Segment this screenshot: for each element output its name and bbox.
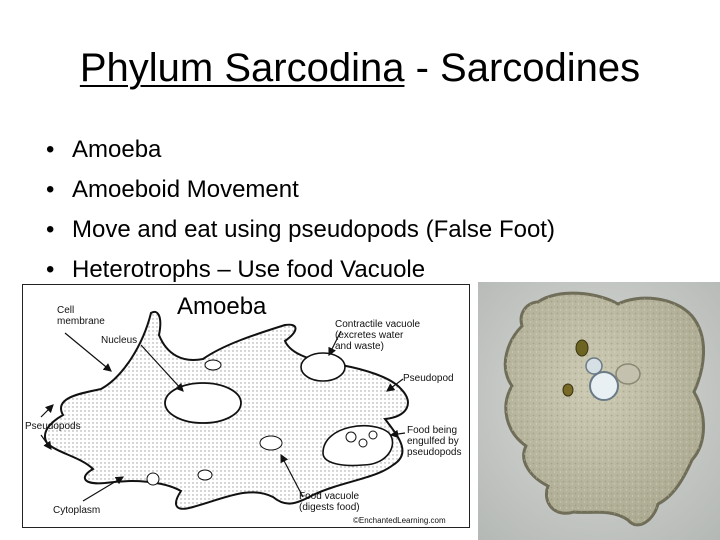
bullet-glyph: • (46, 176, 55, 203)
food-vacuole-cluster-4 (147, 473, 159, 485)
micrograph-food-particle-1 (576, 340, 588, 356)
slide-title-underlined: Phylum Sarcodina (79, 46, 405, 90)
label-food-engulfed: Food being engulfed by pseudopods (407, 425, 462, 458)
amoeba-micrograph (478, 282, 720, 540)
bullet-item (46, 210, 555, 250)
bullet-text: Amoeboid Movement (72, 176, 299, 203)
label-contractile-vacuole: Contractile vacuole (excretes water and waste) (335, 319, 421, 352)
amoeba-micrograph-image (478, 282, 720, 540)
bullet-glyph: • (46, 136, 55, 163)
micrograph-nucleus (616, 364, 640, 384)
label-cell-membrane: Cell membrane (57, 305, 105, 327)
bullet-text: Move and eat using pseudopods (False Foot) (72, 216, 555, 243)
label-pseudopods: Pseudopods (25, 421, 81, 432)
food-vacuole-cluster-2 (260, 436, 282, 450)
label-nucleus: Nucleus (101, 335, 138, 346)
amoeba-diagram (22, 284, 470, 528)
label-food-vacuole: Food vacuole (digests food) (299, 491, 360, 513)
bullet-glyph: • (46, 256, 55, 283)
slide-title-rest: - Sarcodines (404, 46, 641, 90)
micrograph-food-particle-2 (563, 384, 573, 396)
food-vacuole-cluster-1 (205, 360, 221, 370)
bullet-item (46, 170, 555, 210)
bullet-glyph: • (46, 216, 55, 243)
label-pseudopod: Pseudopod (403, 373, 454, 384)
diagram-title: Amoeba (177, 293, 267, 320)
label-credit: ©EnchantedLearning.com (353, 516, 446, 525)
bullet-list (46, 130, 555, 290)
micrograph-vacuole-small (586, 358, 602, 374)
label-cytoplasm: Cytoplasm (53, 505, 101, 516)
bullet-text: Heterotrophs – Use food Vacuole (72, 256, 426, 283)
micrograph-vacuole-large (590, 372, 618, 400)
contractile-vacuole-shape (301, 353, 345, 381)
bullet-text: Amoeba (72, 136, 162, 163)
bullet-item (46, 130, 555, 170)
food-vacuole-cluster-3 (198, 470, 212, 480)
slide-title (0, 44, 720, 92)
nucleus-shape (165, 383, 241, 423)
arrow-pseudopods-left-1 (41, 405, 53, 417)
